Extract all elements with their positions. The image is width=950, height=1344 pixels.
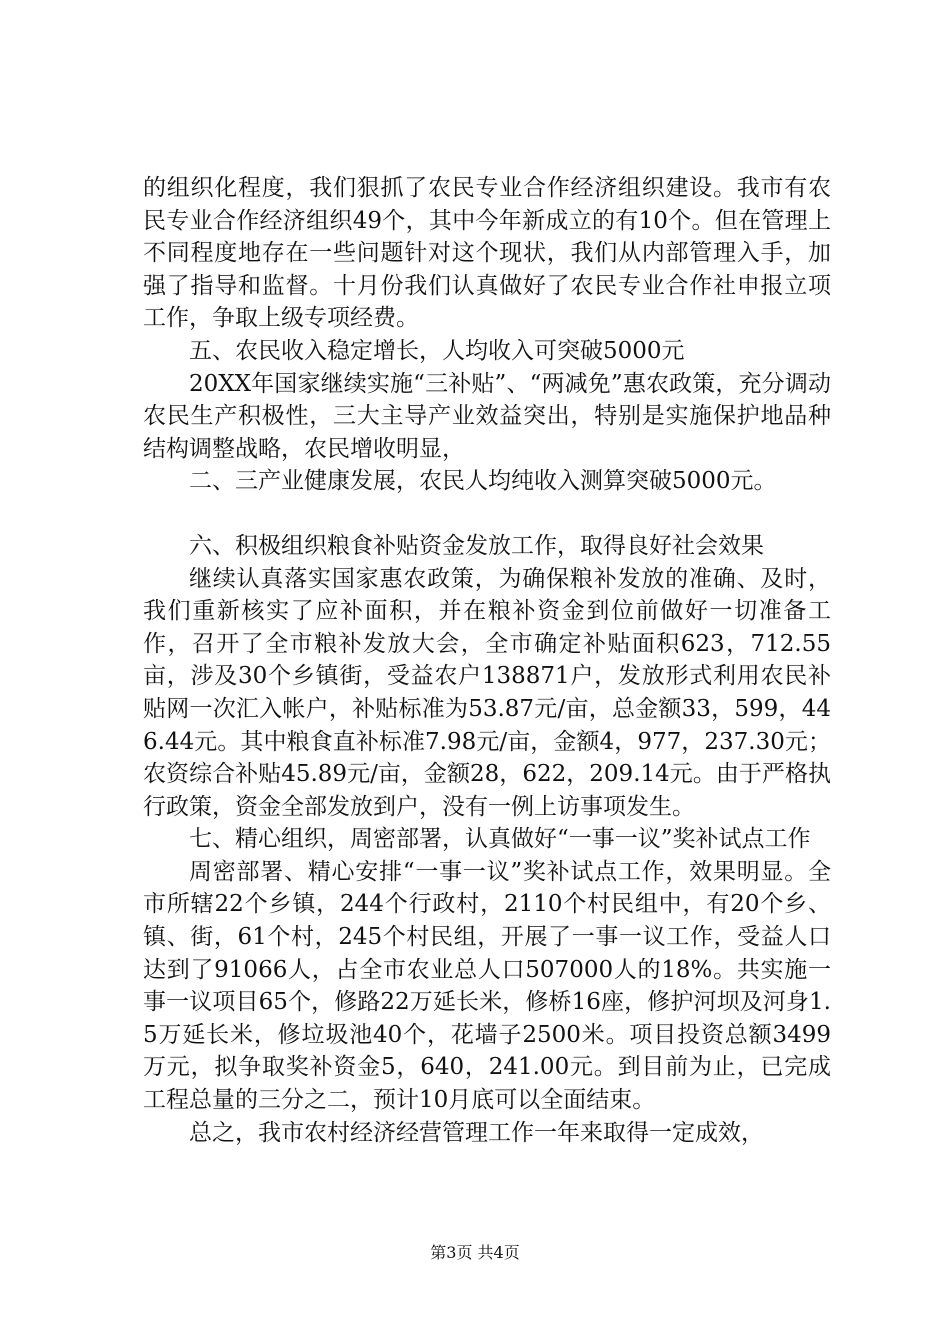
section-heading-6: 六、积极组织粮食补贴资金发放工作，取得良好社会效果 [189, 532, 764, 559]
document-body [143, 172, 831, 1149]
section-heading-7: 七、精心组织，周密部署，认真做好“一事一议”奖补试点工作 [189, 826, 811, 853]
paragraph-grain-subsidy: 继续认真落实国家惠农政策，为确保粮补发放的准确、及时，我们重新核实了应补面积，并在粮补资金到位前做好一切准备工作，召开了全市粮补发放大会，全市确定补贴面积623，712.55亩，涉及30个乡镇街，受益农户138871户，发放形式利用农民补贴网一次汇入帐户，补贴标准为53.87元/亩，总金额33，599，446.44元。其中粮食直补标准7.98元/亩，金额4，977，237.30元；农资综合补贴45.89元/亩，金额28，622，209.14元。由于严格执行政策，资金全部发放到户，没有一例上访事项发生。 [143, 565, 831, 820]
paragraph-policy: 20XX年国家继续实施“三补贴”、“两减免”惠农政策，充分调动农民生产积极性，三大主导产业效益突出，特别是实施保护地品种结构调整战略，农民增收明显， [143, 370, 831, 462]
paragraph-one-matter-one-discussion: 周密部署、精心安排“一事一议”奖补试点工作，效果明显。全市所辖22个乡镇，244个行政村，2110个村民组中，有20个乡、镇、街，61个村，245个村民组，开展了一事一议工作，受益人口达到了91066人，占全市农业总人口507000人的18%。共实施一事一议项目65个，修路22万延长米，修桥16座，修护河坝及河身1.5万延长米，修垃圾池40个，花墙子2500米。项目投资总额3499万元，拟争取奖补资金5，640，241.00元。到目前为止，已完成工程总量的三分之二，预计10月底可以全面结束。 [143, 858, 831, 1114]
page-number-footer: 第3页 共4页 [430, 1243, 520, 1262]
paragraph-income: 二、三产业健康发展，农民人均纯收入测算突破5000元。 [189, 468, 777, 495]
section-heading-5: 五、农民收入稳定增长，人均收入可突破5000元 [189, 337, 685, 364]
paragraph-summary: 总之，我市农村经济经营管理工作一年来取得一定成效， [189, 1119, 764, 1146]
paragraph-continuation: 的组织化程度，我们狠抓了农民专业合作经济组织建设。我市有农民专业合作经济组织49个，其中今年新成立的有10个。但在管理上不同程度地存在一些问题针对这个现状，我们从内部管理入手，加强了指导和监督。十月份我们认真做好了农民专业合作社申报立项工作，争取上级专项经费。 [143, 175, 831, 332]
